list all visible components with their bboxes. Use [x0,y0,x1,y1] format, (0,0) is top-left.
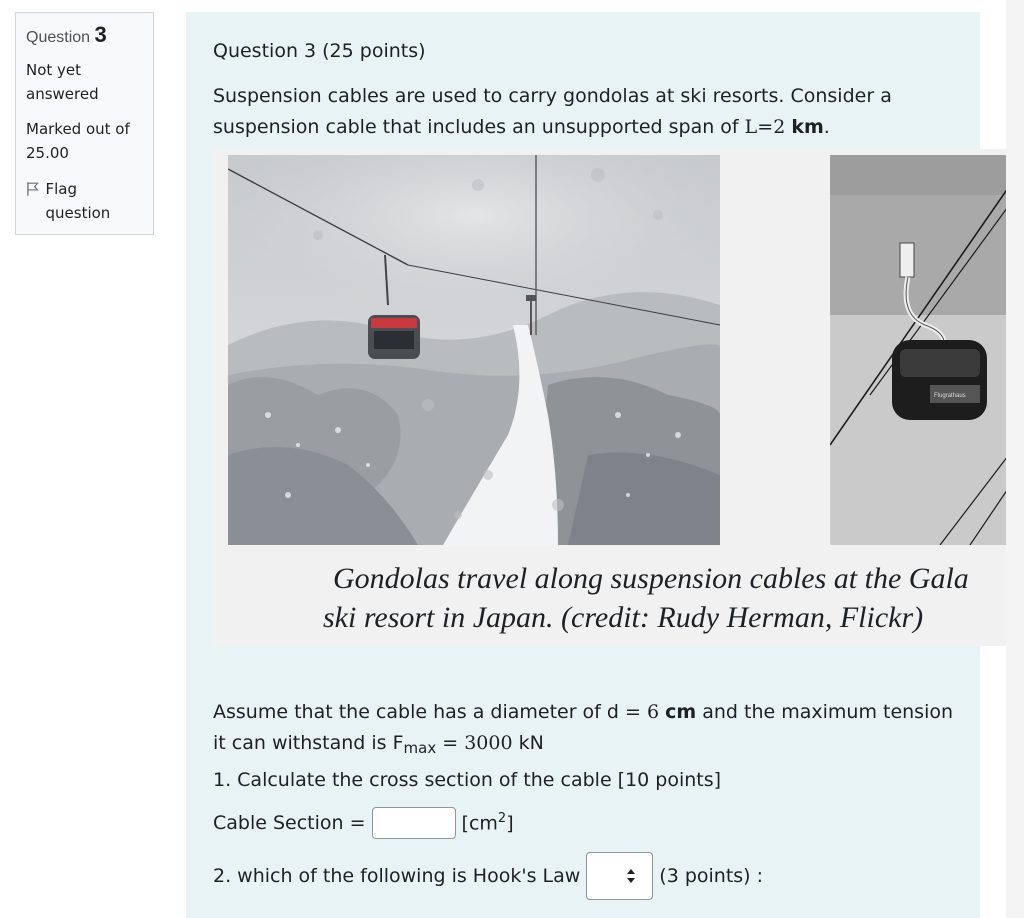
intro-span-value: L=2 [744,116,786,138]
select-arrows-icon [626,868,636,884]
flag-icon [26,181,40,197]
cable-section-unit [462,811,514,834]
question-title: Question 3 (25 points) [213,40,426,62]
diameter-value: 6 [646,701,660,723]
unit-sup: 2 [497,811,507,827]
intro-text: Suspension cables are used to carry gondolas at ski resorts. Consider a suspension cable that includes an unsupported span of [213,85,892,138]
page-right-edge [1006,0,1024,918]
gondola-photo-snow [228,155,720,545]
flag-question-link[interactable] [26,177,143,225]
assume-text-c: = [436,732,465,754]
intro-end: . [823,116,830,138]
fmax-value: 3000 [464,732,513,754]
assume-text-a: Assume that the cable has a diameter of d = [213,701,647,723]
cable-section-row [213,807,514,839]
intro-span-unit: km [791,116,824,138]
question-number [26,23,143,50]
question-label: Question [26,29,91,46]
figure-caption-line2: ski resort in Japan. (credit: Rudy Herman, Flickr) [323,601,924,634]
question-content [186,12,980,918]
svg-text:Flugrathaus: Flugrathaus [934,393,966,399]
cable-section-input[interactable] [372,807,456,839]
fmax-unit: kN [512,732,544,754]
assume-text-b: and the maximum tension it can withstand is F [213,701,954,754]
hooks-law-select[interactable] [586,852,653,900]
diameter-unit: cm [665,701,697,723]
part2-row [213,852,763,900]
unit-open: [cm [461,812,498,835]
cable-section-label: Cable Section = [213,812,366,834]
gondola-photo-closeup [830,155,1024,545]
figure-caption [213,559,1024,637]
fmax-subscript: max [403,739,437,757]
gondola-figure [213,149,1024,646]
part2-label: 2. which of the following is Hook's Law [213,865,581,887]
part2-points: (3 points) : [659,865,764,887]
flag-question-label: Flag question [45,180,111,222]
question-info-panel [15,12,154,235]
question-grade: Marked out of 25.00 [26,120,130,162]
part1-text: 1. Calculate the cross section of the cable [10 points] [213,769,722,791]
question-state: Not yet answered [26,61,99,103]
unit-close: ] [506,812,514,835]
assumption-text [213,697,953,764]
question-intro [213,81,933,143]
question-number-value: 3 [94,22,107,47]
figure-caption-line1: Gondolas travel along suspension cables at the Gala [333,562,969,595]
